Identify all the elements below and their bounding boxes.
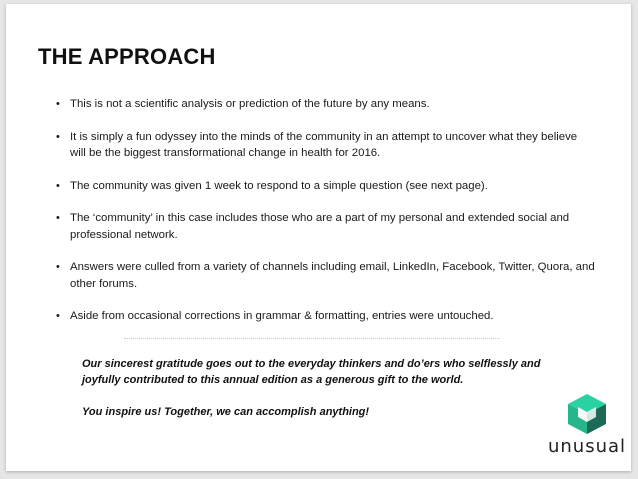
unusual-logo (546, 392, 628, 462)
bullet-item: • This is not a scientific analysis or prediction of the future by any means. (56, 96, 596, 113)
bullet-item: • The community was given 1 week to respond to a simple question (see next page). (56, 178, 596, 195)
bullet-item: • It is simply a fun odyssey into the minds of the community in an attempt to uncover what they believe will be the biggest transformational change in health for 2016. (56, 129, 596, 162)
inspire-text: You inspire us! Together, we can accomplish anything! (82, 406, 370, 418)
gratitude-text: Our sincerest gratitude goes out to the everyday thinkers and do’ers who selflessly and joyfully contributed to this annual edition as a generous gift to the world. (82, 358, 541, 386)
dotted-divider (124, 338, 500, 339)
slide-title: THE APPROACH (38, 44, 216, 69)
bullet-item: • The ‘community’ in this case includes those who are a part of my personal and extended social and professional network. (56, 210, 596, 243)
approach-bullet-list (56, 96, 596, 341)
bullet-item: • Aside from occasional corrections in grammar & formatting, entries were untouched. (56, 308, 596, 325)
gratitude-note (82, 356, 572, 420)
slide (6, 4, 631, 471)
logo-wordmark: unusual (547, 436, 627, 457)
bullet-item: • Answers were culled from a variety of channels including email, LinkedIn, Facebook, Twitter, Quora, and other forums. (56, 259, 596, 292)
cube-icon (566, 392, 608, 436)
